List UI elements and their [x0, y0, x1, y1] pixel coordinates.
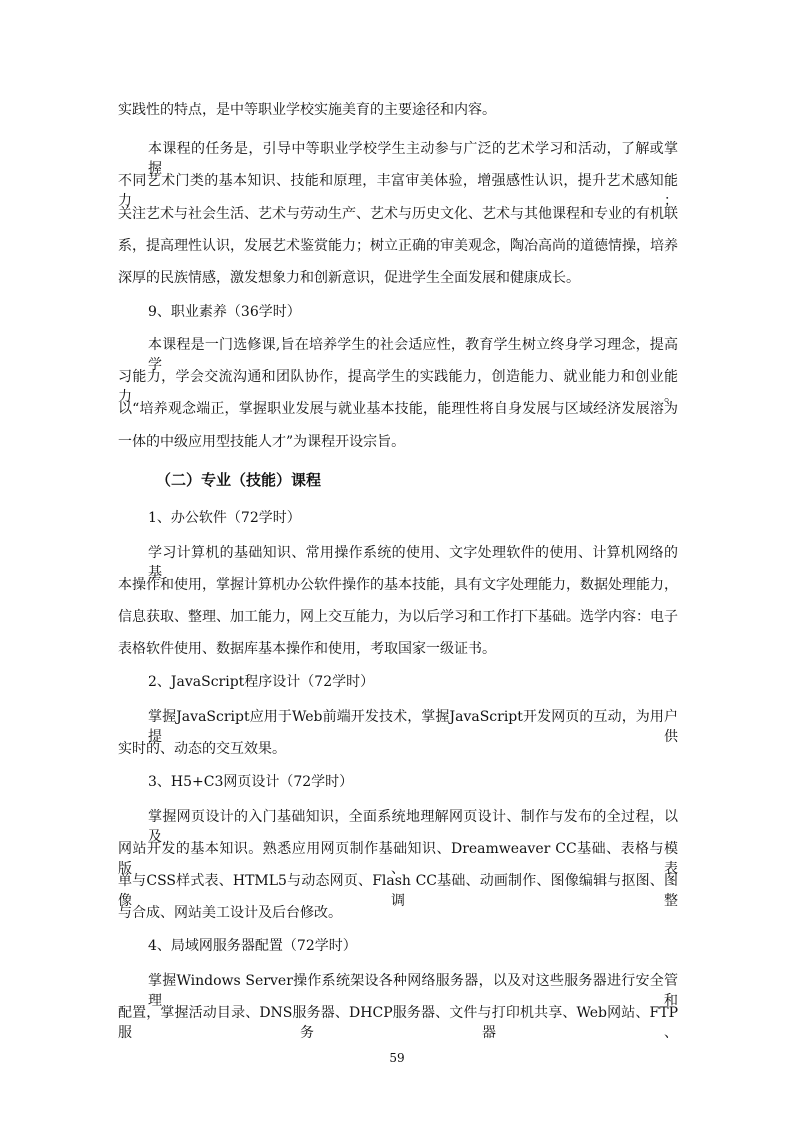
paragraph-line: 网站开发的基本知识。熟悉应用网页制作基础知识、Dreamweaver CC基础、表格与模版、表 [118, 841, 678, 877]
section-heading: （二）专业（技能）课程 [156, 471, 322, 489]
paragraph-line: 信息获取、整理、加工能力，网上交互能力，为以后学习和工作打下基础。选学内容：电子 [118, 609, 678, 625]
paragraph-line: 掌握JavaScript应用于Web前端开发技术，掌握JavaScript开发网页的互动，为用户提供 [148, 709, 678, 745]
paragraph-line: 实践性的特点，是中等职业学校实施美育的主要途径和内容。 [118, 102, 496, 118]
paragraph-line: 表格软件使用、数据库基本操作和使用，考取国家一级证书。 [118, 641, 496, 657]
subsection-title: 4、局域网服务器配置（72学时） [148, 938, 357, 954]
subsection-title: 2、JavaScript程序设计（72学时） [148, 674, 375, 690]
subsection-title: 3、H5+C3网页设计（72学时） [148, 774, 354, 790]
paragraph-line: 学习计算机的基础知识、常用操作系统的使用、文字处理软件的使用、计算机网络的基 [148, 545, 678, 581]
paragraph-line: 掌握Windows Server操作系统架设各种网络服务器，以及对这些服务器进行安全管理和 [148, 973, 678, 1009]
paragraph-line: 一体的中级应用型技能人才”为课程开设宗旨。 [118, 434, 406, 450]
paragraph-line: 不同艺术门类的基本知识、技能和原理，丰富审美体验，增强感性认识，提升艺术感知能力； [118, 173, 678, 209]
subsection-title: 1、办公软件（72学时） [148, 510, 301, 526]
paragraph-line: 以“培养观念端正，掌握职业发展与就业基本技能，能理性将自身发展与区域经济发展溶为 [118, 401, 678, 417]
paragraph-line: 单与CSS样式表、HTML5与动态网页、Flash CC基础、动画制作、图像编辑与抠图、图像调整 [118, 873, 678, 909]
paragraph-line: 掌握网页设计的入门基础知识，全面系统地理解网页设计、制作与发布的全过程，以及 [148, 809, 678, 845]
paragraph-line: 深厚的民族情感，激发想象力和创新意识，促进学生全面发展和健康成长。 [118, 270, 580, 286]
paragraph-line: 与合成、网站美工设计及后台修改。 [118, 905, 342, 921]
paragraph-line: 习能力，学会交流沟通和团队协作，提高学生的实践能力，创造能力、就业能力和创业能力。 [118, 369, 678, 405]
page-number: 59 [389, 1051, 405, 1065]
subsection-title: 9、职业素养（36学时） [148, 304, 301, 320]
paragraph-line: 关注艺术与社会生活、艺术与劳动生产、艺术与历史文化、艺术与其他课程和专业的有机联 [118, 206, 678, 222]
paragraph-line: 系，提高理性认识，发展艺术鉴赏能力；树立正确的审美观念，陶冶高尚的道德情操，培养 [118, 238, 678, 254]
paragraph-line: 本课程的任务是，引导中等职业学校学生主动参与广泛的艺术学习和活动，了解或掌握 [148, 141, 678, 177]
paragraph-line: 本课程是一门选修课,旨在培养学生的社会适应性，教育学生树立终身学习理念，提高学 [148, 337, 678, 373]
paragraph-line: 本操作和使用，掌握计算机办公软件操作的基本技能，具有文字处理能力，数据处理能力， [118, 577, 678, 593]
paragraph-line: 实时的、动态的交互效果。 [118, 741, 286, 757]
paragraph-line: 配置，掌握活动目录、DNS服务器、DHCP服务器、文件与打印机共享、Web网站、FTP服务器、 [118, 1005, 678, 1041]
